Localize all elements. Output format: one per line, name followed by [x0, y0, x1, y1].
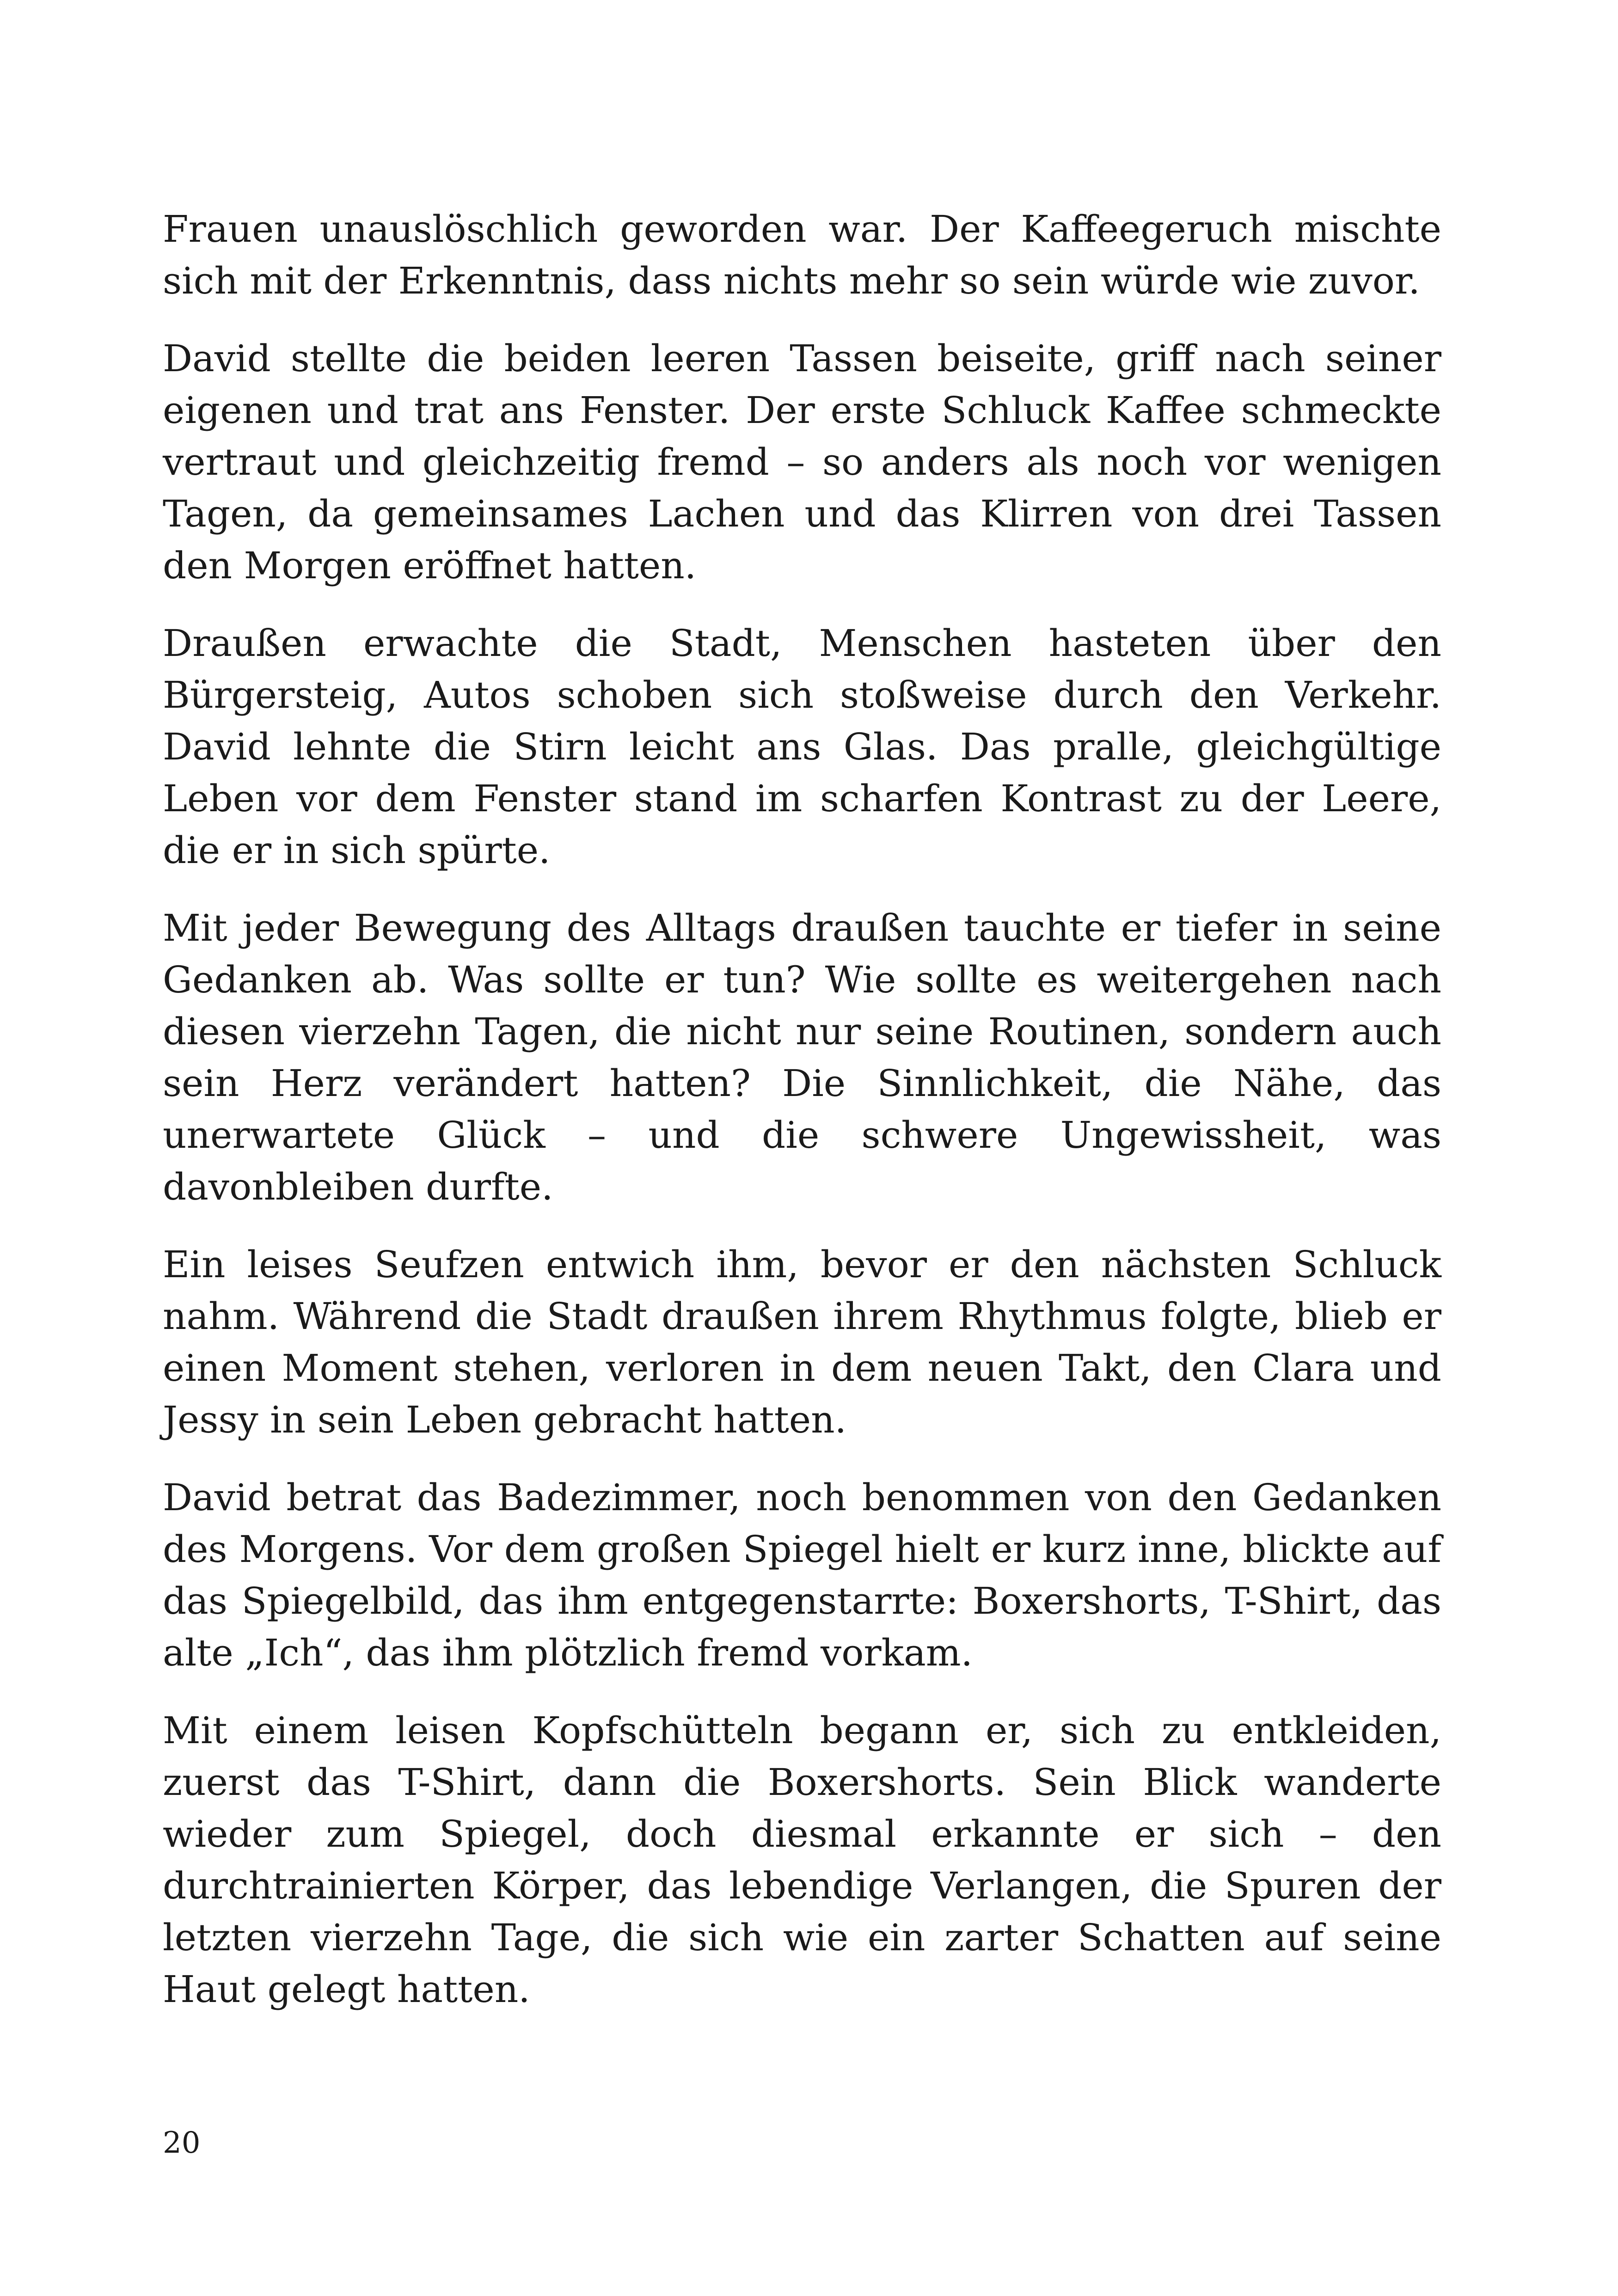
paragraph-1: Frauen unauslöschlich geworden war. Der Kaffeegeruch mischte sich mit der Erkenntnis, dass nichts mehr so sein würde wie zuvor. [163, 208, 1441, 302]
paragraph-2: David stellte die beiden leeren Tassen beiseite, griff nach seiner eigenen und trat ans Fenster. Der erste Schluck Kaffee schmeckte vertraut und gleichzeitig fremd – so anders als noch vor wenigen Tagen, da gemeinsames Lachen und das Klirren von drei Tassen den Morgen eröffnet hatten. [163, 337, 1441, 587]
paragraph-5: Ein leises Seufzen entwich ihm, bevor er den nächsten Schluck nahm. Während die Stadt draußen ihrem Rhythmus folgte, blieb er einen Moment stehen, verloren in dem neuen Takt, den Clara und Jessy in sein Leben gebracht hatten. [163, 1243, 1441, 1441]
paragraph-3: Draußen erwachte die Stadt, Menschen hasteten über den Bürgersteig, Autos schoben sich stoßweise durch den Verkehr. David lehnte die Stirn leicht ans Glas. Das pralle, gleichgültige Leben vor dem Fenster stand im scharfen Kontrast zu der Leere, die er in sich spürte. [163, 622, 1441, 872]
paragraph-7: Mit einem leisen Kopfschütteln begann er, sich zu entkleiden, zuerst das T-Shirt, dann die Boxershorts. Sein Blick wanderte wieder zum Spiegel, doch diesmal erkannte er sich – den durchtrainierten Körper, das lebendige Verlangen, die Spuren der letzten vierzehn Tage, die sich wie ein zarter Schatten auf seine Haut gelegt hatten. [163, 1709, 1441, 2011]
paragraph-4: Mit jeder Bewegung des Alltags draußen tauchte er tiefer in seine Gedanken ab. Was sollte er tun? Wie sollte es weitergehen nach diesen vierzehn Tagen, die nicht nur seine Routinen, sondern auch sein Herz verändert hatten? Die Sinnlichkeit, die Nähe, das unerwartete Glück – und die schwere Ungewissheit, was davonbleiben durfte. [163, 906, 1441, 1208]
page-number: 20 [163, 2126, 201, 2160]
body-text [163, 203, 1441, 2041]
paragraph-6: David betrat das Badezimmer, noch benommen von den Gedanken des Morgens. Vor dem großen Spiegel hielt er kurz inne, blickte auf das Spiegelbild, das ihm entgegenstarrte: Boxershorts, T-Shirt, das alte „Ich“, das ihm plötzlich fremd vorkam. [163, 1476, 1441, 1674]
